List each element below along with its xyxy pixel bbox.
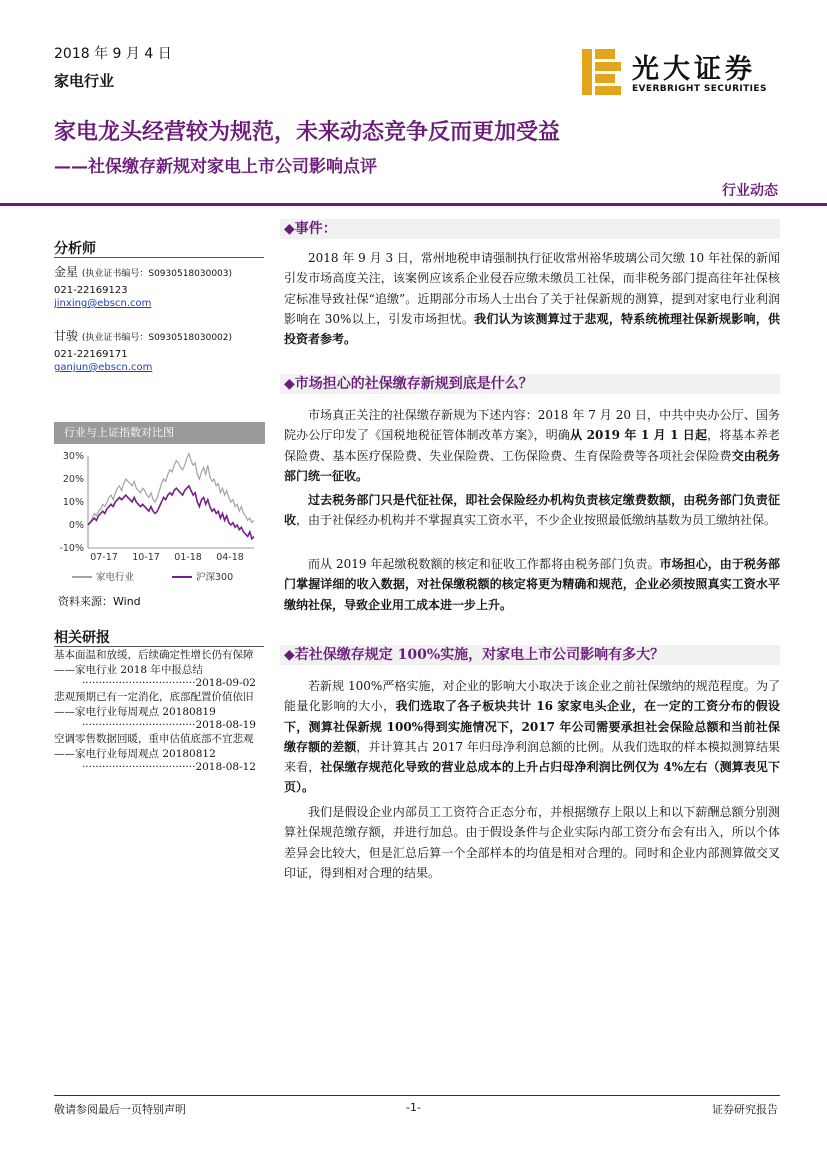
report-subtitle: ——社保缴存新规对家电上市公司影响点评	[54, 157, 377, 177]
y-tick-label: 10%	[62, 497, 84, 508]
y-tick-label: 30%	[62, 451, 84, 462]
chart-source: 资料来源：Wind	[58, 595, 141, 608]
related-report-title: 悲观预期已有一定消化，底部配置价值依旧——家电行业每周观点 20180819	[54, 691, 254, 718]
report-date: 2018 年 9 月 4 日	[54, 46, 172, 62]
y-tick-label: -10%	[59, 543, 84, 554]
body-text: 市场真正关注的社保缴存新规为下述内容：2018 年 7 月 20 日，中共中央办公厅、国务院办公厅印发了《国税地税征管体制改革方案》，明确	[284, 408, 780, 443]
analyst-email-link[interactable]: jinxing@ebscn.com	[54, 298, 152, 309]
section-heading-new-rule: ◆市场担心的社保缴存新规到底是什么？	[280, 374, 780, 394]
related-report-item[interactable]	[54, 648, 268, 689]
logo-chinese-name: 光大证券	[632, 54, 756, 85]
body-text: ，将基本养老保险费、基本医疗保险费、失业保险费、工伤保险费、生育保险费等各项社会保险费	[284, 428, 780, 463]
related-report-date: ··································2018-09-02	[81, 677, 256, 689]
related-report-title: 基本面温和放缓，后续确定性增长仍有保障——家电行业 2018 年中报总结	[54, 649, 254, 676]
emphasis-text: 交由税务部门统一征收。	[284, 448, 780, 483]
emphasis-text: 我们选取了各子板块共计 16 家家电头企业，在一定的工资分布的假设下，测算社保新规 100%得到实施情况下，2017 年公司需要承担社会保险总额和当前社保缴存额的差额	[284, 699, 780, 754]
footer-divider	[54, 1095, 780, 1096]
analyst-card	[54, 327, 232, 373]
analyst-license: (执业证书编号：S0930518030002)	[81, 333, 233, 343]
footer-disclaimer: 敬请参阅最后一页特别声明	[54, 1103, 186, 1116]
related-report-item[interactable]	[54, 690, 268, 731]
paragraph	[284, 802, 780, 883]
related-report-title: 空调零售数据回暖，重申估值底部不宜悲观——家电行业每周观点 20180812	[54, 733, 254, 760]
chart-title: 行业与上证指数对比图	[54, 422, 265, 444]
document-type: 行业动态	[722, 183, 778, 199]
section-heading-event: ◆事件：	[280, 219, 780, 239]
analyst-name: 金星	[54, 265, 79, 279]
paragraph	[284, 490, 780, 531]
paragraph	[284, 676, 780, 798]
related-research-list	[54, 648, 268, 773]
report-title: 家电龙头经营较为规范，未来动态竞争反而更加受益	[54, 120, 561, 145]
y-tick-label: 20%	[62, 474, 84, 485]
emphasis-text: 我们认为该测算过于悲观，特系统梳理社保新规影响，供投资者参考。	[284, 311, 780, 347]
analyst-name: 甘骏	[54, 329, 79, 343]
page-number: -1-	[406, 1101, 421, 1114]
body-text: 2018 年 9 月 3 日，常州地税申请强制执行征收常州裕华玻璃公司欠缴 10 年社保的新闻引发市场高度关注，该案例应该系企业侵吞应缴未缴员工社保，而非税务部门提高往年社保核定标准导致社保“追缴”。近期部分市场人士出台了关于社保新规的测算，提到对家电行业利润影响在 30%以上，引发市场担忧。	[284, 251, 780, 326]
emphasis-text: 社保缴存规范化导致的营业总成本的上升占归母净利润比例仅为 4%左右（测算表见下页）。	[284, 760, 780, 795]
paragraph	[284, 405, 780, 486]
analyst-email-link[interactable]: ganjun@ebscn.com	[54, 362, 153, 373]
series-line	[88, 454, 254, 525]
index-comparison-chart	[54, 448, 265, 590]
emphasis-text: 过去税务部门只是代征社保，即社会保险经办机构负责核定缴费数额，由税务部门负责征收	[284, 493, 780, 528]
related-report-item[interactable]	[54, 732, 268, 773]
analyst-name-line	[54, 263, 232, 280]
related-report-date: ··································2018-08-12	[81, 761, 256, 773]
section-heading-impact: ◆若社保缴存规定 100%实施，对家电上市公司影响有多大？	[280, 645, 780, 665]
x-tick-label: 04-18	[216, 552, 244, 563]
emphasis-text: 从 2019 年 1 月 1 日起	[570, 428, 708, 443]
legend-label: 家电行业	[96, 572, 135, 583]
company-logo	[578, 47, 778, 97]
related-report-date: ··································2018-08-19	[81, 719, 256, 731]
analyst-heading-rule	[54, 257, 264, 258]
analyst-card	[54, 263, 232, 309]
x-tick-label: 10-17	[132, 552, 160, 563]
body-text: ，并计算其占 2017 年归母净利润总额的比例。从我们选取的样本模拟测算结果来看，	[284, 739, 780, 775]
related-research-heading: 相关研报	[54, 630, 110, 646]
legend-label: 沪深300	[196, 572, 234, 583]
body-text: 若新规 100%严格实施，对企业的影响大小取决于该企业之前社保缴纳的规范程度。为了能量化影响的大小，	[284, 679, 780, 714]
analyst-name-line	[54, 327, 232, 344]
body-text: 而从 2019 年起缴税数额的核定和征收工作都将由税务部门负责。	[308, 557, 660, 571]
paragraph	[284, 554, 780, 615]
logo-english-name: EVERBRIGHT SECURITIES	[632, 84, 767, 94]
analyst-phone: 021-22169171	[54, 349, 128, 360]
x-tick-label: 01-18	[174, 552, 202, 563]
emphasis-text: 市场担心，由于税务部门掌握详细的收入数据，对社保缴税额的核定将更为精确和规范，企业必须按照真实工资水平缴纳社保，导致企业用工成本进一步上升。	[284, 557, 780, 612]
analyst-heading: 分析师	[54, 241, 96, 257]
body-text: ，由于社保经办机构并不掌握真实工资水平，不少企业按照最低缴纳基数为员工缴纳社保。	[296, 513, 777, 528]
header-divider	[0, 203, 827, 206]
body-text: 我们是假设企业内部员工工资符合正态分布，并根据缴存上限以上和以下薪酬总额分别测算社保规范缴存额，并进行加总。由于假设条件与企业实际内部工资分布会有出入，所以个体差异会比较大，但是汇总后算一个全部样本的均值是相对合理的。同时和企业内部测算做交叉印证，得到相对合理的结果。	[284, 805, 780, 880]
paragraph	[284, 248, 780, 349]
y-tick-label: 0%	[68, 520, 84, 531]
series-line	[88, 486, 254, 539]
industry-label: 家电行业	[54, 72, 115, 90]
x-tick-label: 07-17	[90, 552, 118, 563]
analyst-license: (执业证书编号：S0930518030003)	[81, 269, 233, 279]
related-heading-rule	[54, 646, 264, 647]
analyst-phone: 021-22169123	[54, 285, 128, 296]
footer-report-type: 证券研究报告	[712, 1103, 778, 1116]
logo-mark-icon	[582, 49, 624, 95]
